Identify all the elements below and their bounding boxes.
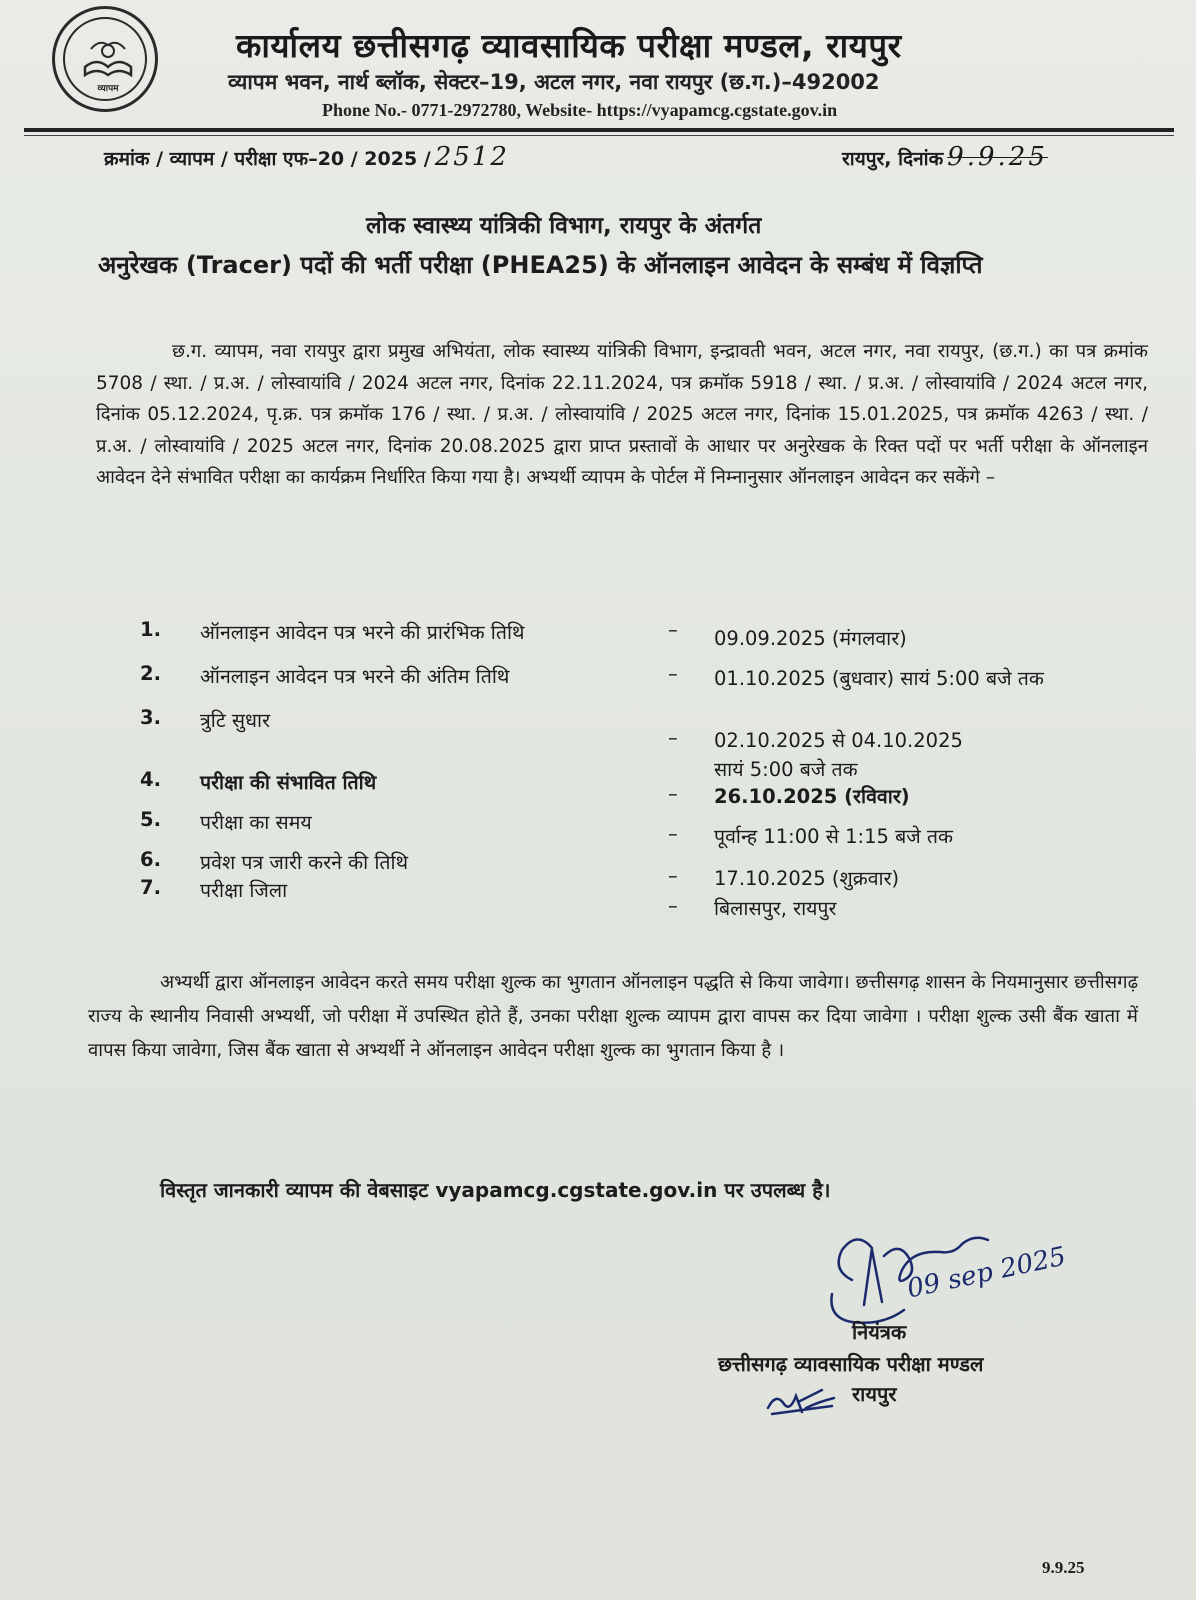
schedule-item-value: 26.10.2025 (रविवार) [714,785,910,808]
header-divider-thin [24,135,1174,136]
schedule-item-number: 5. [140,808,161,831]
schedule-item-label: परीक्षा का समय [200,811,312,834]
organization-title: कार्यालय छत्तीसगढ़ व्यावसायिक परीक्षा मण्डल, रायपुर [236,26,902,65]
schedule-item-label: त्रुटि सुधार [200,709,271,732]
schedule-item-value-line2: सायं 5:00 बजे तक [714,758,858,781]
schedule-item-dash: – [668,618,678,641]
initials-signature-icon [762,1372,842,1422]
signatory-city: रायपुर [852,1382,897,1406]
schedule-item-value [714,726,963,782]
book-emblem-icon [55,9,161,115]
schedule-item-number: 2. [140,662,161,685]
organization-contact: Phone No.- 0771-2972780, Website- https://vyapamcg.cgstate.gov.in [322,100,838,120]
body-paragraph-1: छ.ग. व्यापम, नवा रायपुर द्वारा प्रमुख अभियंता, लोक स्वास्थ्य यांत्रिकी विभाग, इन्द्रावती भवन, अटल नगर, नवा रायपुर, (छ.ग.) का पत्र क्रमांक 5708 / स्था. / प्र.अ. / लोस्वायांवि / 2024 अटल नगर, दिनांक 22.11.2024, पत्र क्रमॉक 5918 / स्था. / प्र.अ. / लोस्वायांवि / 2024 अटल नगर, दिनांक 05.12.2024, पृ.क्र. पत्र क्रमॉक 176 / स्था. / प्र.अ. / लोस्वायांवि / 2025 अटल नगर, दिनांक 15.01.2025, पत्र क्रमॉक 4263 / स्था. / प्र.अ. / लोस्वायांवि / 2025 अटल नगर, दिनांक 20.08.2025 द्वारा प्राप्त प्रस्तावों के आधार पर अनुरेखक के रिक्त पदों पर भर्ती परीक्षा के ऑनलाइन आवेदन देने संभावित परीक्षा का कार्यक्रम निर्धारित किया गया है। अभ्यर्थी व्यापम के पोर्टल में निम्नानुसार ऑनलाइन आवेदन कर सकेंगे – [96,341,1148,489]
reference-number [104,142,509,172]
signatory-title: नियंत्रक [852,1320,907,1344]
schedule-item-label: ऑनलाइन आवेदन पत्र भरने की अंतिम तिथि [200,665,510,688]
organization-address: व्यापम भवन, नार्थ ब्लॉक, सेक्टर–19, अटल नगर, नवा रायपुर (छ.ग.)–492002 [228,70,880,94]
reference-number-handwritten: 2512 [434,142,509,172]
schedule-item-dash: – [668,662,678,685]
schedule-item-dash: – [668,726,678,749]
schedule-item-dash: – [668,894,678,917]
schedule-item-label: परीक्षा जिला [200,879,288,902]
signature-handwritten-date: 09 sep 2025 [904,1241,1069,1305]
schedule-item-dash: – [668,782,678,805]
schedule-item-value-line1: 02.10.2025 से 04.10.2025 [714,729,963,752]
header-divider [24,128,1174,132]
schedule-item-number: 1. [140,618,161,641]
schedule-item-dash: – [668,822,678,845]
schedule-item-label: ऑनलाइन आवेदन पत्र भरने की प्रारंभिक तिथि [200,621,525,644]
schedule-item-value: 09.09.2025 (मंगलवार) [714,627,907,650]
schedule-item-value: 01.10.2025 (बुधवार) सायं 5:00 बजे तक [714,667,1044,690]
schedule-item-value: बिलासपुर, रायपुर [714,897,837,920]
reference-date-prefix: रायपुर, दिनांक [842,148,944,170]
schedule-item-value: 17.10.2025 (शुक्रवार) [714,867,900,890]
schedule-item-dash: – [668,864,678,887]
schedule-item-number: 3. [140,706,161,729]
subject-line-1: लोक स्वास्थ्य यांत्रिकी विभाग, रायपुर के अंतर्गत [366,213,762,239]
body-paragraph-2: अभ्यर्थी द्वारा ऑनलाइन आवेदन करते समय परीक्षा शुल्क का भुगतान ऑनलाइन पद्धति से किया जावेगा। छत्तीसगढ़ शासन के नियमानुसार छत्तीसगढ़ राज्य के स्थानीय निवासी अभ्यर्थी, जो परीक्षा में उपस्थित होते हैं, उनका परीक्षा शुल्क व्यापम द्वारा वापस कर दिया जावेगा । परीक्षा शुल्क उसी बैंक खाता में वापस किया जावेगा, जिस बैंक खाता से अभ्यर्थी ने ऑनलाइन आवेदन परीक्षा शुल्क का भुगतान किया है । [88,972,1138,1061]
body-paragraph-3: विस्तृत जानकारी व्यापम की वेबसाइट vyapamcg.cgstate.gov.in पर उपलब्ध है। [160,1178,831,1202]
vyapam-seal-logo [52,6,158,112]
schedule-item-number: 7. [140,876,161,899]
reference-date-handwritten: 9.9.25 [947,142,1048,172]
schedule-item-value: पूर्वान्ह 11:00 से 1:15 बजे तक [714,825,954,848]
seal-text: व्यापम [97,84,119,94]
subject-line-2: अनुरेखक (Tracer) पदों की भर्ती परीक्षा (PHEA25) के ऑनलाइन आवेदन के सम्बंध में विज्ञप्ति [98,251,983,279]
schedule-item-number: 6. [140,848,161,871]
reference-date [842,142,1048,172]
signatory-organization: छत्तीसगढ़ व्यावसायिक परीक्षा मण्डल [718,1352,984,1376]
footer-date: 9.9.25 [1042,1558,1085,1577]
schedule-item-label: प्रवेश पत्र जारी करने की तिथि [200,851,409,874]
reference-number-prefix: क्रमांक / व्यापम / परीक्षा एफ–20 / 2025 / [104,148,431,170]
schedule-item-label: परीक्षा की संभावित तिथि [200,771,377,794]
schedule-item-number: 4. [140,768,161,791]
